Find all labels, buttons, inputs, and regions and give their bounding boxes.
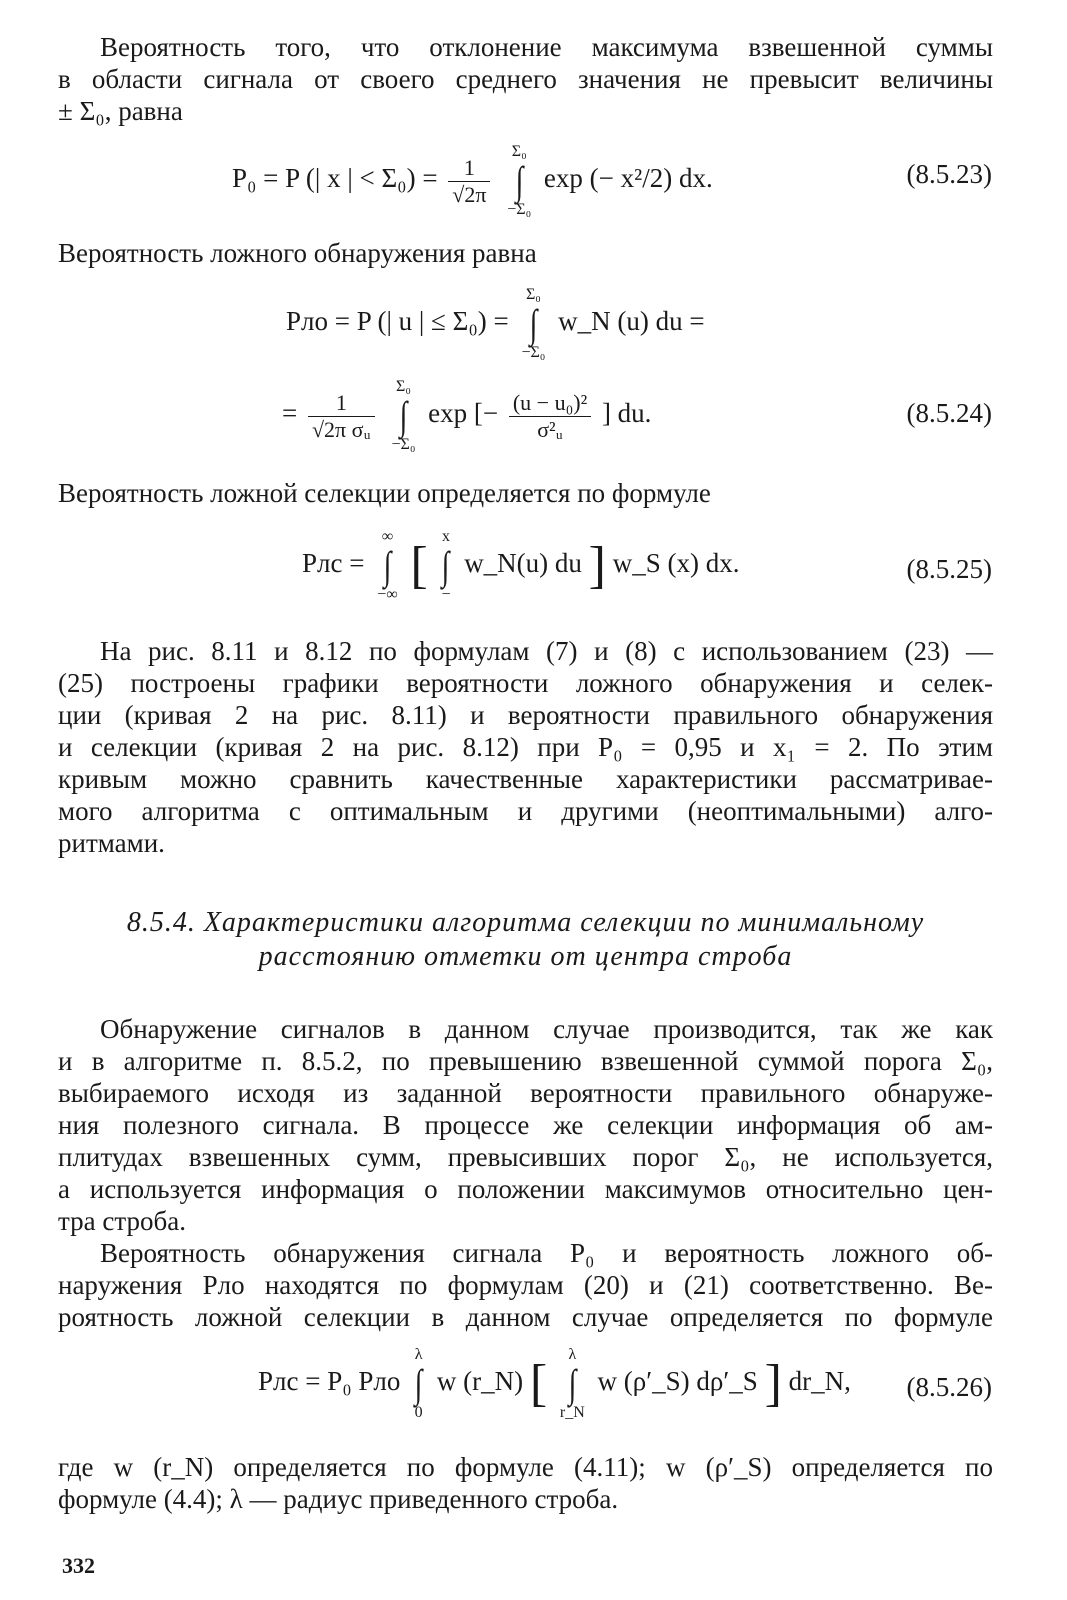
equation-8-5-24-part-2	[0, 372, 1067, 452]
text-line: формуле (4.4); λ — радиус приведенного строба.	[58, 1484, 619, 1514]
integral	[521, 286, 545, 362]
integral-lower-limit: r_N	[559, 1404, 585, 1421]
equation-lhs: Pло = P (| u | ≤ Σ₀) =	[286, 306, 509, 337]
integral-sign-icon: ∫	[399, 393, 408, 438]
equation-body: exp (− x²/2) dx.	[543, 163, 713, 194]
integral-upper-limit: λ	[568, 1346, 577, 1363]
equation-8-5-23	[0, 135, 1067, 218]
text-line: ритмами.	[58, 828, 165, 858]
text-line: ± Σ₀, равна	[58, 96, 183, 126]
integral	[507, 143, 531, 219]
text-line: где w (r_N) определяется по формуле (4.11); w (ρ′_S) определяется по	[58, 1452, 993, 1482]
inner-integral	[560, 1346, 585, 1422]
equation-8-5-26	[0, 1336, 1067, 1436]
equation-lhs: P₀ = P (| x | < Σ₀) =	[232, 163, 438, 194]
text-line: и селекции (кривая 2 на рис. 8.12) при P₀ = 0,95 и x₁ = 2. По этим	[58, 732, 993, 762]
equation-body: dr_N,	[788, 1366, 851, 1397]
fraction-numerator: (u − u₀)²	[509, 390, 591, 417]
page-number: 332	[62, 1553, 95, 1578]
integral-sign-icon: ∫	[383, 543, 392, 588]
fraction	[509, 390, 591, 443]
integral-upper-limit: Σ₀	[511, 143, 527, 160]
integral-sign-icon: ∫	[515, 158, 524, 203]
text-line: Обнаружение сигналов в данном случае производится, так же как	[100, 1014, 993, 1044]
fraction	[448, 155, 490, 208]
integral-lower-limit: 0	[414, 1404, 423, 1421]
text-line: выбираемого исходя из заданной вероятности правильного обнаруже-	[58, 1078, 993, 1108]
left-bracket-icon: [	[410, 537, 428, 594]
section-heading: расстоянию отметки от центра строба	[258, 941, 793, 972]
equation-lhs: =	[282, 398, 298, 429]
equation-number: (8.5.26)	[906, 1372, 992, 1402]
integral-upper-limit: x	[441, 528, 450, 545]
inner-integral	[440, 528, 451, 604]
text-line: и в алгоритме п. 8.5.2, по превышению взвешенной суммой порога Σ₀,	[58, 1046, 993, 1076]
integral-lower-limit: −Σ₀	[521, 344, 546, 361]
integral-sign-icon: ∫	[568, 1361, 577, 1406]
right-bracket-icon: ]	[764, 1355, 782, 1412]
fraction	[308, 390, 375, 443]
integral-upper-limit: Σ₀	[396, 378, 411, 395]
text-line: наружения Pло находятся по формулам (20) и (21) соответственно. Ве-	[58, 1270, 993, 1300]
integral-lower-limit: −Σ₀	[507, 201, 532, 218]
section-heading: 8.5.4. Характеристики алгоритма селекции по минимальному	[126, 907, 925, 938]
integral-upper-limit: λ	[414, 1346, 423, 1363]
equation-lhs: Pлс = P₀ Pло	[258, 1366, 401, 1397]
text-line: Вероятность обнаружения сигнала P₀ и вероятность ложного об-	[100, 1238, 993, 1268]
integral	[377, 528, 397, 604]
text-line: На рис. 8.11 и 8.12 по формулам (7) и (8) с использованием (23) —	[100, 636, 993, 666]
inner-integral-body: w_N(u) du	[464, 548, 582, 579]
integral-lower-limit: −	[441, 586, 451, 603]
text-line: плитудах взвешенных сумм, превысивших порог Σ₀, не используется,	[58, 1142, 993, 1172]
text-line: тра строба.	[58, 1206, 186, 1236]
text-line: ния полезного сигнала. В процессе же селекции информация об ам-	[58, 1110, 993, 1140]
text-line: ции (кривая 2 на рис. 8.11) и вероятности правильного обнаружения	[58, 700, 993, 730]
fraction-numerator: 1	[308, 390, 375, 417]
equation-body: w_N (u) du =	[558, 306, 705, 337]
left-bracket-icon: [	[529, 1355, 548, 1412]
text-line: роятность ложной селекции в данном случае определяется по формуле	[58, 1302, 993, 1332]
integral-lower-limit: −∞	[377, 586, 398, 603]
text-line: Вероятность того, что отклонение максимума взвешенной суммы	[100, 32, 993, 62]
equation-number: (8.5.23)	[906, 159, 992, 189]
integral-upper-limit: ∞	[381, 528, 394, 545]
text-line: кривым можно сравнить качественные характеристики рассматривае-	[58, 764, 993, 794]
fraction-numerator: 1	[448, 155, 490, 182]
equation-body-start: exp [−	[428, 398, 499, 429]
integral	[413, 1346, 424, 1422]
equation-body: w_S (x) dx.	[612, 548, 740, 579]
equation-number: (8.5.24)	[906, 398, 992, 428]
right-bracket-icon: ]	[588, 537, 606, 594]
equation-mid: w (r_N)	[436, 1366, 524, 1397]
text-line: Вероятность ложного обнаружения равна	[58, 238, 537, 268]
text-line: Вероятность ложной селекции определяется по формуле	[58, 478, 711, 508]
equation-lhs: Pлс =	[302, 548, 365, 579]
equation-8-5-25	[0, 522, 1067, 612]
text-line: а используется информация о положении максимумов относительно цен-	[58, 1174, 993, 1204]
fraction-denominator: √2π	[452, 181, 487, 207]
equation-number: (8.5.25)	[906, 554, 992, 584]
integral	[391, 378, 415, 454]
text-line: в области сигнала от своего среднего значения не превысит величины	[58, 64, 993, 94]
equation-8-5-24-part-1	[0, 282, 1067, 362]
integral-sign-icon: ∫	[414, 1361, 423, 1406]
integral-sign-icon: ∫	[442, 543, 450, 588]
text-line: (25) построены графики вероятности ложного обнаружения и селек-	[58, 668, 993, 698]
fraction-denominator: √2π σᵤ	[311, 416, 371, 442]
inner-integral-body: w (ρ′_S) dρ′_S	[597, 1366, 758, 1397]
equation-body-end: ] du.	[601, 398, 652, 429]
integral-sign-icon: ∫	[529, 301, 538, 346]
integral-lower-limit: −Σ₀	[391, 436, 416, 453]
text-line: мого алгоритма с оптимальным и другими (неоптимальными) алго-	[58, 796, 993, 826]
integral-upper-limit: Σ₀	[525, 286, 541, 303]
fraction-denominator: σ²ᵤ	[537, 416, 563, 442]
